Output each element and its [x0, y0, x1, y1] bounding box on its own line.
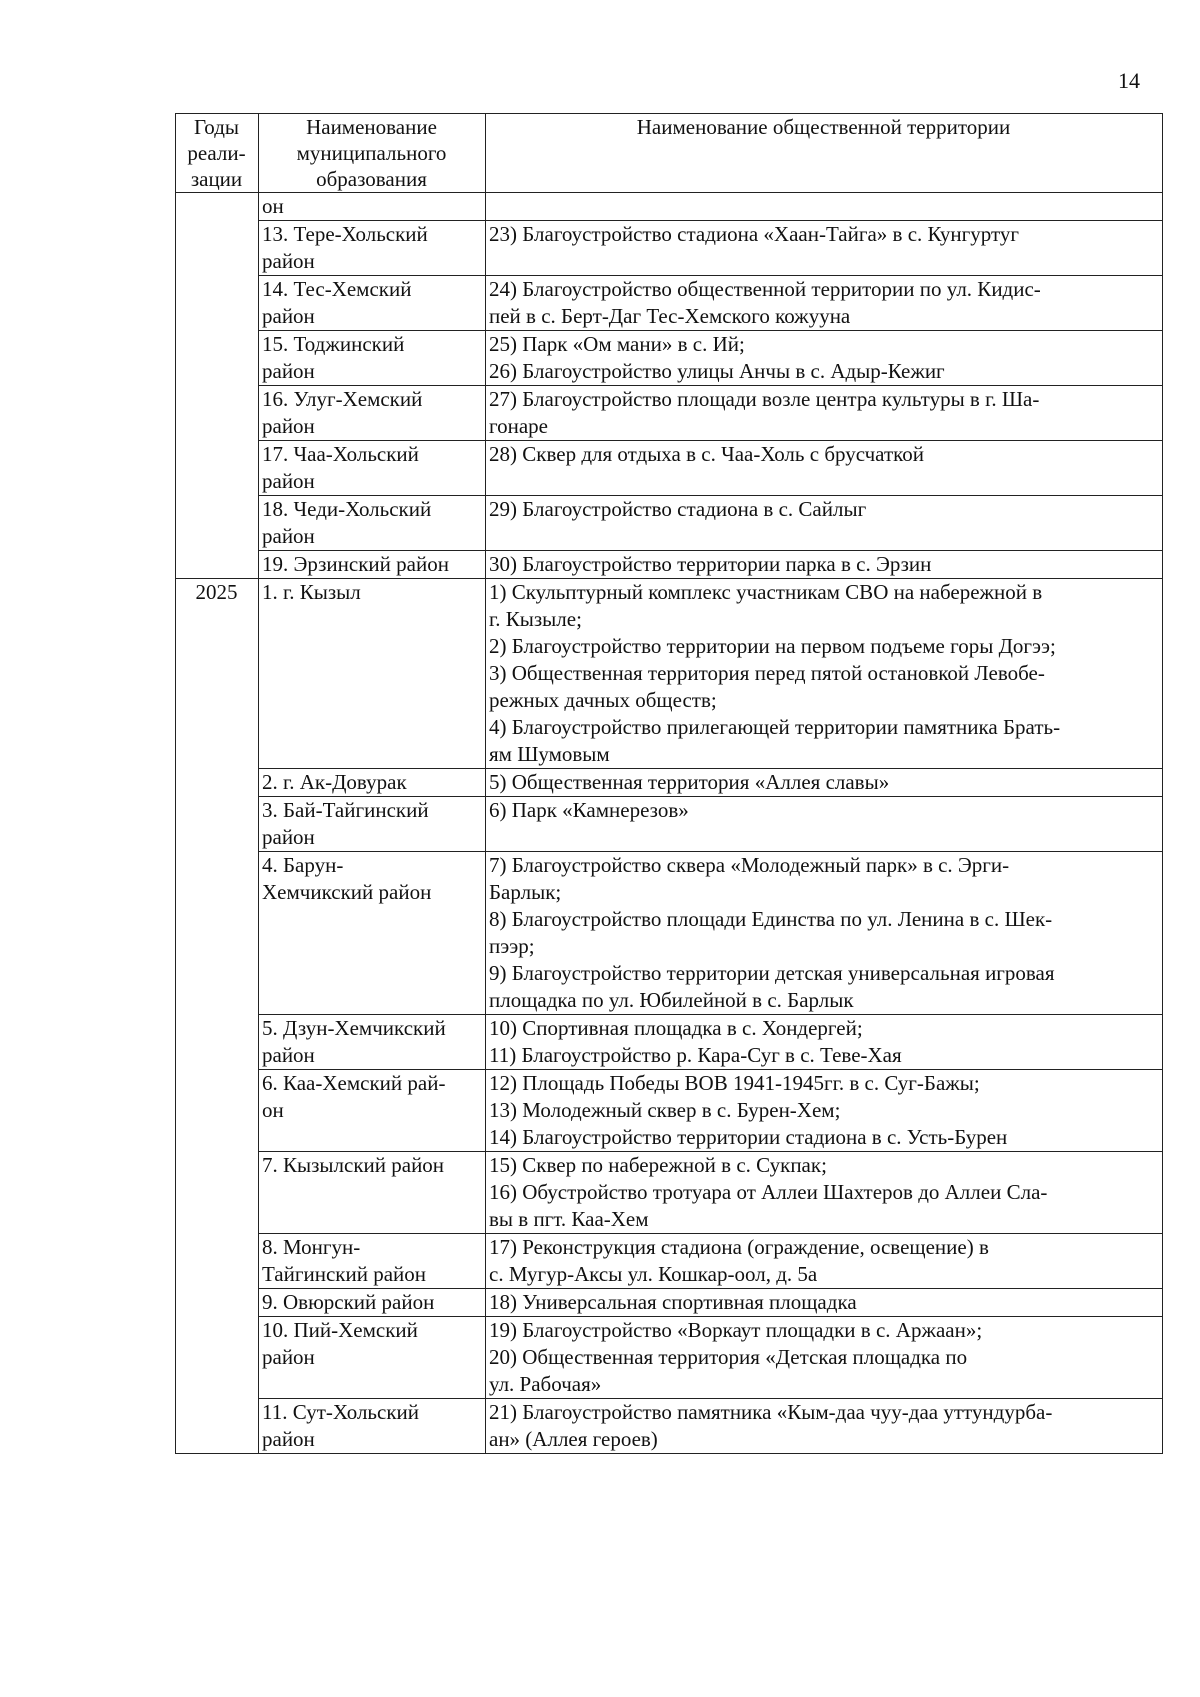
- municipality-cell: 17. Чаа-Хольский район: [259, 441, 486, 496]
- table-row: [176, 221, 1163, 276]
- municipality-cell: он: [259, 193, 486, 221]
- table-row: [176, 852, 1163, 1015]
- territory-item: 19) Благоустройство «Воркаут площадки в с. Аржаан»;: [489, 1318, 983, 1342]
- table-row: [176, 193, 1163, 221]
- territory-cell: [486, 1317, 1163, 1399]
- page-number: 14: [1118, 68, 1140, 93]
- table-row: [176, 1234, 1163, 1289]
- territory-cell: [486, 1289, 1163, 1317]
- table-row: [176, 1317, 1163, 1399]
- territory-item: [489, 193, 1158, 220]
- territory-item: 28) Сквер для отдыха в с. Чаа-Холь с брусчаткой: [489, 442, 925, 466]
- territory-cell: [486, 331, 1163, 386]
- table-row: [176, 386, 1163, 441]
- municipality-cell: 6. Каа-Хемский рай- он: [259, 1070, 486, 1152]
- table-row: [176, 1289, 1163, 1317]
- municipality-cell: 19. Эрзинский район: [259, 551, 486, 579]
- territory-cell: [486, 1399, 1163, 1454]
- territory-item: 15) Сквер по набережной в с. Сукпак;: [489, 1153, 827, 1177]
- table-row: [176, 331, 1163, 386]
- table-row: [176, 1015, 1163, 1070]
- header-municipality: Наименование муниципального образования: [259, 114, 486, 193]
- territory-item: 5) Общественная территория «Аллея славы»: [489, 770, 890, 794]
- territory-item: 13) Молодежный сквер в с. Бурен-Хем;: [489, 1098, 841, 1122]
- territory-item: 7) Благоустройство сквера «Молодежный парк» в с. Эрги- Барлык;: [489, 853, 1010, 904]
- municipality-cell: 13. Тере-Хольский район: [259, 221, 486, 276]
- municipality-cell: 16. Улуг-Хемский район: [259, 386, 486, 441]
- territory-cell: [486, 769, 1163, 797]
- municipality-cell: 14. Тес-Хемский район: [259, 276, 486, 331]
- municipality-cell: 4. Барун- Хемчикский район: [259, 852, 486, 1015]
- territory-cell: [486, 1070, 1163, 1152]
- territory-item: 10) Спортивная площадка в с. Хондергей;: [489, 1016, 863, 1040]
- table-header-row: [176, 114, 1163, 193]
- municipality-cell: 11. Сут-Хольский район: [259, 1399, 486, 1454]
- territory-item: 23) Благоустройство стадиона «Хаан-Тайга» в с. Кунгуртуг: [489, 222, 1020, 246]
- header-territory: Наименование общественной территории: [486, 114, 1163, 193]
- header-years: Годы реали- зации: [176, 114, 259, 193]
- table-row: [176, 797, 1163, 852]
- territory-item: 3) Общественная территория перед пятой остановкой Левобе- режных дачных обществ;: [489, 661, 1045, 712]
- table-row: [176, 579, 1163, 769]
- territory-cell: [486, 852, 1163, 1015]
- territory-cell: [486, 1234, 1163, 1289]
- territory-cell: [486, 496, 1163, 551]
- table-row: [176, 441, 1163, 496]
- territory-item: 2) Благоустройство территории на первом подъеме горы Догээ;: [489, 634, 1056, 658]
- municipality-cell: 9. Овюрский район: [259, 1289, 486, 1317]
- municipality-cell: 2. г. Ак-Довурак: [259, 769, 486, 797]
- territory-item: 14) Благоустройство территории стадиона в с. Усть-Бурен: [489, 1125, 1008, 1149]
- territory-item: 6) Парк «Камнерезов»: [489, 798, 689, 822]
- territory-cell: [486, 579, 1163, 769]
- municipality-cell: 1. г. Кызыл: [259, 579, 486, 769]
- territory-item: 25) Парк «Ом мани» в с. Ий;: [489, 332, 745, 356]
- territory-item: 16) Обустройство тротуара от Аллеи Шахтеров до Аллеи Сла- вы в пгт. Каа-Хем: [489, 1180, 1048, 1231]
- territory-item: 4) Благоустройство прилегающей территории памятника Брать- ям Шумовым: [489, 715, 1061, 766]
- territory-item: 11) Благоустройство р. Кара-Суг в с. Теве-Хая: [489, 1043, 902, 1067]
- table-row: [176, 496, 1163, 551]
- territory-cell: [486, 797, 1163, 852]
- territory-item: 18) Универсальная спортивная площадка: [489, 1290, 857, 1314]
- year-cell: [176, 193, 259, 579]
- territory-cell: [486, 551, 1163, 579]
- municipality-cell: 15. Тоджинский район: [259, 331, 486, 386]
- territory-item: 12) Площадь Победы ВОВ 1941-1945гг. в с. Суг-Бажы;: [489, 1071, 980, 1095]
- table-row: [176, 1399, 1163, 1454]
- table-row: [176, 276, 1163, 331]
- territory-item: 17) Реконструкция стадиона (ограждение, освещение) в с. Мугур-Аксы ул. Кошкар-оол, д. 5а: [489, 1235, 989, 1286]
- municipality-cell: 3. Бай-Тайгинский район: [259, 797, 486, 852]
- table-row: [176, 1070, 1163, 1152]
- year-cell: 2025: [176, 579, 259, 1454]
- territories-table: [175, 113, 1163, 1454]
- municipality-cell: 18. Чеди-Хольский район: [259, 496, 486, 551]
- territory-cell: [486, 386, 1163, 441]
- territory-cell: [486, 1015, 1163, 1070]
- territory-item: 1) Скульптурный комплекс участникам СВО на набережной в г. Кызыле;: [489, 580, 1043, 631]
- municipality-cell: 8. Монгун- Тайгинский район: [259, 1234, 486, 1289]
- municipality-cell: 10. Пий-Хемский район: [259, 1317, 486, 1399]
- table-body: [176, 193, 1163, 1454]
- territory-cell: [486, 276, 1163, 331]
- territory-item: 8) Благоустройство площади Единства по ул. Ленина в с. Шек- пээр;: [489, 907, 1053, 958]
- territory-cell: [486, 441, 1163, 496]
- municipality-cell: 5. Дзун-Хемчикский район: [259, 1015, 486, 1070]
- territory-item: 21) Благоустройство памятника «Кым-даа чуу-даа уттундурба- ан» (Аллея героев): [489, 1400, 1053, 1451]
- table-row: [176, 769, 1163, 797]
- territory-item: 27) Благоустройство площади возле центра культуры в г. Ша- гонаре: [489, 387, 1040, 438]
- territory-cell: [486, 221, 1163, 276]
- territory-cell: [486, 1152, 1163, 1234]
- territory-item: 9) Благоустройство территории детская универсальная игровая площадка по ул. Юбилейной в с. Барлык: [489, 961, 1055, 1012]
- municipality-cell: 7. Кызылский район: [259, 1152, 486, 1234]
- table-row: [176, 551, 1163, 579]
- territory-item: 24) Благоустройство общественной территории по ул. Кидис- пей в с. Берт-Даг Тес-Хемского кожууна: [489, 277, 1041, 328]
- territory-item: 29) Благоустройство стадиона в с. Сайлыг: [489, 497, 867, 521]
- table-row: [176, 1152, 1163, 1234]
- territory-item: 30) Благоустройство территории парка в с. Эрзин: [489, 552, 932, 576]
- territory-item: 20) Общественная территория «Детская площадка по ул. Рабочая»: [489, 1345, 968, 1396]
- territory-cell: [486, 193, 1163, 221]
- territory-item: 26) Благоустройство улицы Анчы в с. Адыр-Кежиг: [489, 359, 945, 383]
